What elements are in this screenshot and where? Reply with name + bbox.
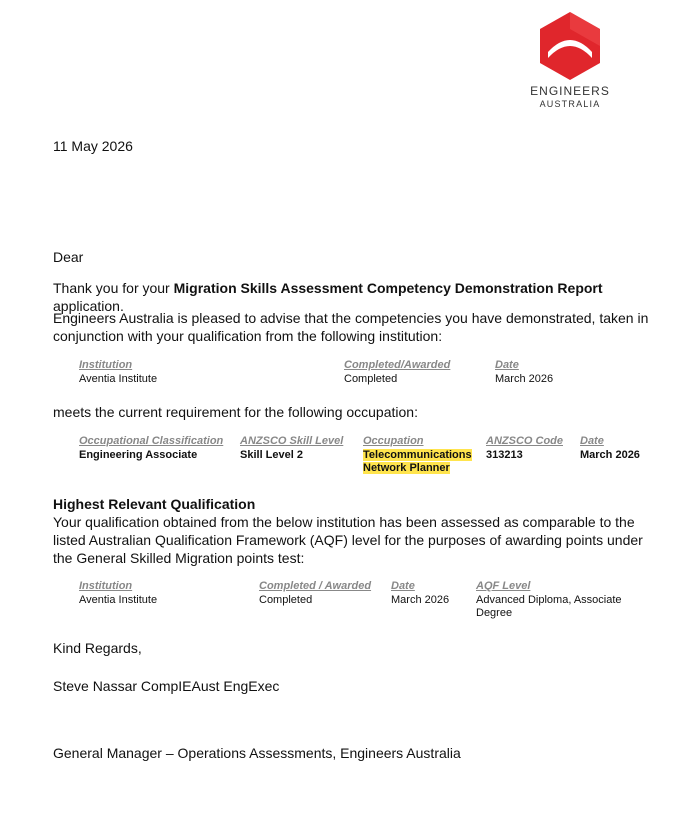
signatory-title: General Manager – Operations Assessments, Engineers Australia bbox=[53, 745, 461, 761]
logo-text-line2: AUSTRALIA bbox=[539, 99, 601, 109]
salutation: Dear bbox=[53, 249, 84, 265]
occupation-table bbox=[0, 435, 697, 477]
table2-skill-level-value: Skill Level 2 bbox=[240, 449, 303, 461]
occupation-intro: meets the current requirement for the following occupation: bbox=[53, 404, 418, 420]
table1-institution-value: Aventia Institute bbox=[79, 373, 158, 385]
logo-hexagon-icon bbox=[540, 12, 600, 80]
table1-date-value: March 2026 bbox=[495, 373, 554, 385]
signatory-name: Steve Nassar CompIEAust EngExec bbox=[53, 678, 280, 694]
table1-header-completed: Completed/Awarded bbox=[344, 359, 451, 371]
table3-completed-value: Completed bbox=[259, 594, 313, 606]
competency-paragraph: Engineers Australia is pleased to advise that the competencies you have demonstrated, taken in conjunction with your qualification from the following institution: bbox=[53, 310, 649, 344]
intro-text-after: application. bbox=[53, 298, 124, 314]
table1-completed-value: Completed bbox=[344, 373, 398, 385]
table1-header-institution: Institution bbox=[79, 359, 133, 371]
intro-text-bold: Migration Skills Assessment Competency Demonstration Report bbox=[173, 280, 603, 296]
table3-header-date: Date bbox=[391, 580, 415, 592]
table3-aqf-value: Advanced Diploma, Associate Degree bbox=[476, 594, 622, 619]
table2-date-value: March 2026 bbox=[580, 449, 640, 461]
table2-header-classification: Occupational Classification bbox=[79, 435, 224, 447]
table2-header-code: ANZSCO Code bbox=[486, 435, 563, 447]
table2-header-skill-level: ANZSCO Skill Level bbox=[240, 435, 344, 447]
intro-text-before: Thank you for your bbox=[53, 280, 174, 296]
qualification-paragraph: Your qualification obtained from the below institution has been assessed as comparable to the listed Australian Qualification Framework (AQF) level for the purposes of awarding points under the General Skilled Migration points test: bbox=[53, 514, 643, 566]
occupation-highlight: Telecommunications Network Planner bbox=[363, 449, 472, 474]
table2-occupation-value bbox=[363, 449, 475, 475]
table2-classification-value: Engineering Associate bbox=[79, 449, 198, 461]
table2-header-occupation: Occupation bbox=[363, 435, 424, 447]
table3-date-value: March 2026 bbox=[391, 594, 450, 606]
section-heading: Highest Relevant Qualification bbox=[53, 496, 256, 512]
qualification-table bbox=[0, 580, 697, 620]
table3-institution-value: Aventia Institute bbox=[79, 594, 158, 606]
letter-date: 11 May 2026 bbox=[53, 138, 133, 154]
table2-header-date: Date bbox=[580, 435, 604, 447]
table3-header-aqf: AQF Level bbox=[476, 580, 531, 592]
closing: Kind Regards, bbox=[53, 640, 142, 656]
institution-table bbox=[0, 359, 697, 391]
table1-header-date: Date bbox=[495, 359, 519, 371]
engineers-australia-logo bbox=[530, 12, 610, 109]
table2-code-value: 313213 bbox=[486, 449, 523, 461]
table3-header-institution: Institution bbox=[79, 580, 133, 592]
logo-text-line1: ENGINEERS bbox=[530, 84, 610, 98]
table3-header-completed: Completed / Awarded bbox=[259, 580, 372, 592]
